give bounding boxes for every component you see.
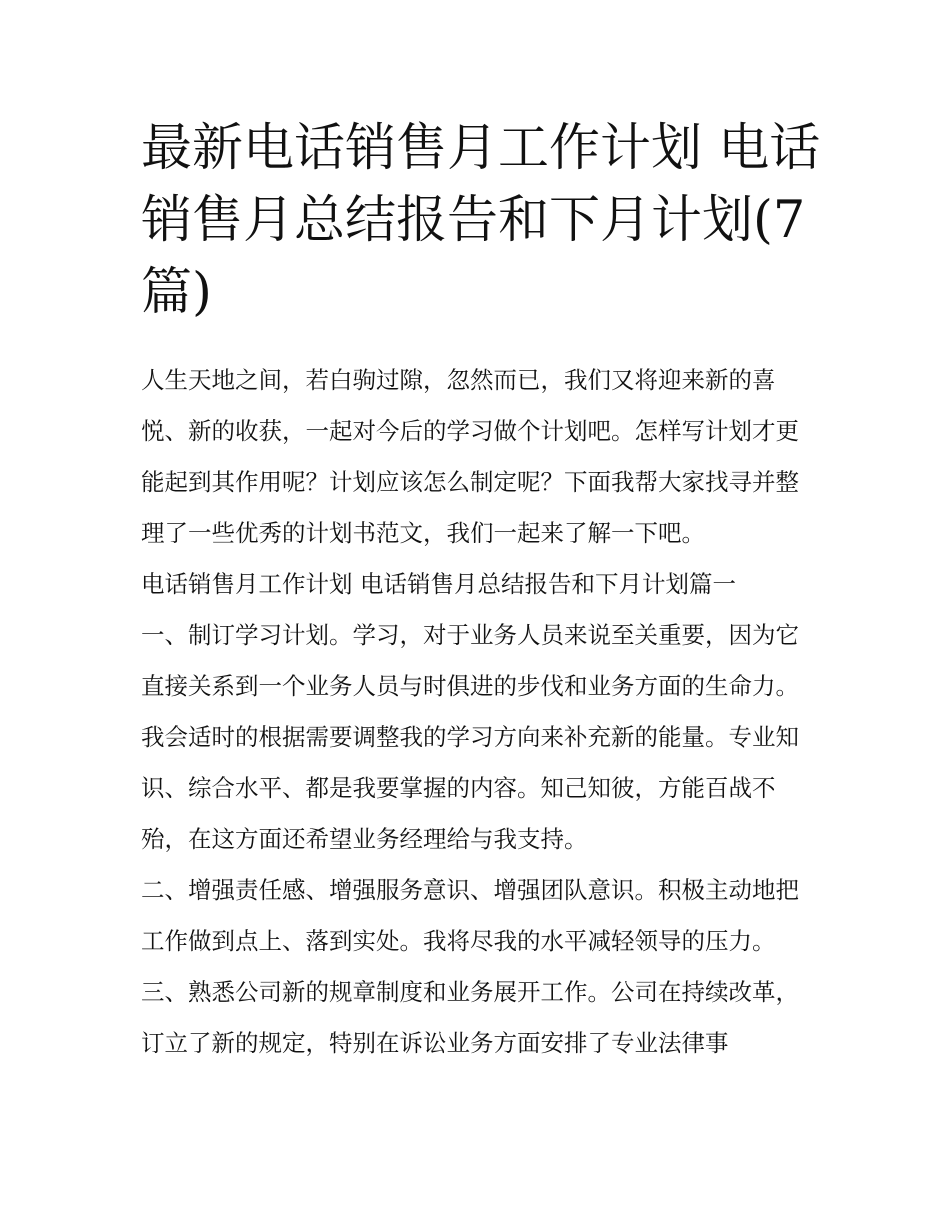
document-body bbox=[141, 355, 821, 1069]
section-heading: 电话销售月工作计划 电话销售月总结报告和下月计划篇一 bbox=[141, 570, 736, 598]
body-paragraph: 一、制订学习计划。学习，对于业务人员来说至关重要，因为它直接关系到一个业务人员与时俱进的步伐和业务方面的生命力。我会适时的根据需要调整我的学习方向来补充新的能量。专业知识、综合水平、都是我要掌握的内容。知己知彼，方能百战不殆，在这方面还希望业务经理给与我支持。 bbox=[141, 621, 799, 853]
document-title: 最新电话销售月工作计划 电话销售月总结报告和下月计划(7篇) bbox=[141, 119, 821, 322]
intro-paragraph: 人生天地之间，若白驹过隙，忽然而已，我们又将迎来新的喜悦、新的收获，一起对今后的学习做个计划吧。怎样写计划才更能起到其作用呢？计划应该怎么制定呢？下面我帮大家找寻并整理了一些优秀的计划书范文，我们一起来了解一下吧。 bbox=[141, 366, 799, 547]
body-paragraph: 三、熟悉公司新的规章制度和业务展开工作。公司在持续改革，订立了新的规定，特别在诉讼业务方面安排了专业法律事 bbox=[141, 978, 799, 1057]
body-paragraph: 二、增强责任感、增强服务意识、增强团队意识。积极主动地把工作做到点上、落到实处。我将尽我的水平减轻领导的压力。 bbox=[141, 876, 799, 955]
